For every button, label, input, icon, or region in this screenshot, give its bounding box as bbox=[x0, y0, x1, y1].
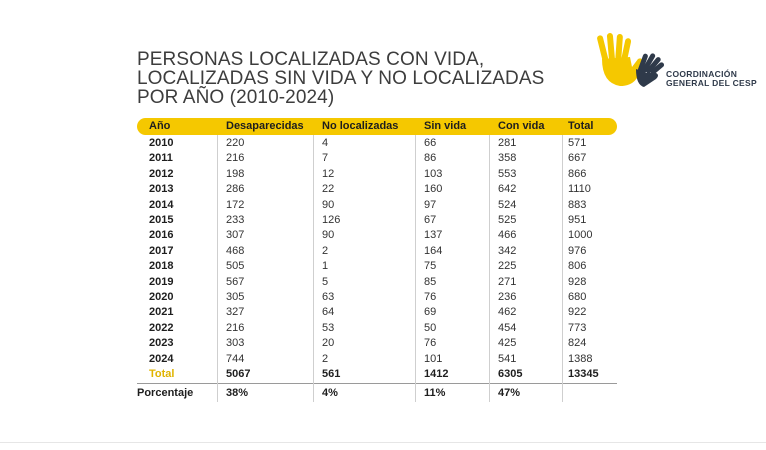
cell-no-localizadas: 4 bbox=[322, 137, 329, 149]
cell-year: 2021 bbox=[149, 306, 174, 319]
cell-year: 2012 bbox=[149, 167, 174, 180]
cell-no-localizadas: 1 bbox=[322, 260, 329, 273]
cell-desaparecidas: 303 bbox=[226, 337, 245, 350]
cell-desaparecidas: 172 bbox=[226, 198, 245, 211]
cell-year: 2020 bbox=[149, 291, 174, 303]
cell-con-vida: 425 bbox=[498, 337, 517, 350]
cell-con-vida: 525 bbox=[498, 214, 517, 226]
cell-no-localizadas: 22 bbox=[322, 183, 335, 196]
cell-year: 2014 bbox=[149, 198, 174, 211]
cell-sin-vida: 86 bbox=[424, 152, 437, 165]
cell-total: 571 bbox=[568, 137, 587, 149]
cell-total: 1000 bbox=[568, 229, 593, 242]
cell-no-localizadas: 12 bbox=[322, 167, 335, 180]
cell-desaparecidas: 505 bbox=[226, 260, 245, 273]
cell-total: 667 bbox=[568, 152, 587, 165]
cell-no-localizadas: 126 bbox=[322, 214, 341, 226]
header-total: Total bbox=[568, 120, 594, 132]
cell-total: 806 bbox=[568, 260, 587, 273]
page-title bbox=[137, 50, 557, 107]
cell-con-vida: 553 bbox=[498, 167, 517, 180]
total-divider bbox=[137, 383, 617, 384]
header-no-localizadas: No localizadas bbox=[322, 120, 399, 132]
column-separator bbox=[562, 135, 563, 402]
cell-sin-vida: 75 bbox=[424, 260, 437, 273]
cell-con-vida: 462 bbox=[498, 306, 517, 319]
cell-no-localizadas: 7 bbox=[322, 152, 329, 165]
cell-con-vida: 281 bbox=[498, 137, 517, 149]
logo-text bbox=[666, 70, 757, 88]
cell-year: 2018 bbox=[149, 260, 174, 273]
cell-total: 922 bbox=[568, 306, 587, 319]
cell-sin-vida: 50 bbox=[424, 321, 437, 334]
cell-sin-vida: 103 bbox=[424, 167, 443, 180]
total-sin-vida: 1412 bbox=[424, 368, 449, 380]
cell-total: 1388 bbox=[568, 352, 593, 365]
cell-sin-vida: 97 bbox=[424, 198, 437, 211]
cell-year: 2016 bbox=[149, 229, 174, 242]
total-con-vida: 6305 bbox=[498, 368, 523, 380]
cell-con-vida: 342 bbox=[498, 244, 517, 257]
column-separator bbox=[313, 135, 314, 402]
column-separator bbox=[217, 135, 218, 402]
cell-total: 773 bbox=[568, 321, 587, 334]
cell-sin-vida: 66 bbox=[424, 137, 437, 149]
title-line-1: PERSONAS LOCALIZADAS CON VIDA, bbox=[137, 49, 485, 70]
cell-sin-vida: 101 bbox=[424, 352, 443, 365]
cell-year: 2011 bbox=[149, 152, 173, 165]
header-sin-vida: Sin vida bbox=[424, 120, 467, 132]
cell-desaparecidas: 305 bbox=[226, 291, 245, 303]
cell-total: 824 bbox=[568, 337, 587, 350]
cell-total: 883 bbox=[568, 198, 587, 211]
total-desaparecidas: 5067 bbox=[226, 368, 251, 380]
cell-desaparecidas: 220 bbox=[226, 137, 245, 149]
cell-no-localizadas: 2 bbox=[322, 352, 329, 365]
cell-desaparecidas: 216 bbox=[226, 152, 245, 165]
percentage-con-vida: 47% bbox=[498, 387, 521, 400]
cell-desaparecidas: 744 bbox=[226, 352, 245, 365]
cell-sin-vida: 137 bbox=[424, 229, 443, 242]
cell-con-vida: 358 bbox=[498, 152, 517, 165]
cell-con-vida: 271 bbox=[498, 275, 517, 288]
cell-sin-vida: 76 bbox=[424, 337, 437, 350]
column-separator bbox=[489, 135, 490, 402]
bottom-divider bbox=[0, 442, 766, 443]
cell-sin-vida: 69 bbox=[424, 306, 437, 319]
cell-no-localizadas: 90 bbox=[322, 229, 335, 242]
cell-sin-vida: 164 bbox=[424, 244, 443, 257]
header-year: Año bbox=[149, 120, 171, 132]
cell-desaparecidas: 567 bbox=[226, 275, 245, 288]
cell-total: 680 bbox=[568, 291, 587, 303]
cell-no-localizadas: 20 bbox=[322, 337, 335, 350]
cell-sin-vida: 76 bbox=[424, 291, 437, 303]
cell-con-vida: 642 bbox=[498, 183, 517, 196]
logo bbox=[596, 33, 756, 93]
total-year: Total bbox=[149, 368, 175, 380]
cell-no-localizadas: 2 bbox=[322, 244, 329, 257]
cell-total: 1110 bbox=[568, 183, 591, 196]
percentage-no-localizadas: 4% bbox=[322, 387, 338, 400]
cell-no-localizadas: 90 bbox=[322, 198, 335, 211]
cell-year: 2013 bbox=[149, 183, 174, 196]
cell-total: 951 bbox=[568, 214, 587, 226]
cell-con-vida: 524 bbox=[498, 198, 517, 211]
cell-total: 976 bbox=[568, 244, 587, 257]
logo-text-line-1: COORDINACIÓN bbox=[666, 69, 738, 79]
cell-year: 2015 bbox=[149, 214, 174, 226]
hands-icon bbox=[596, 33, 666, 93]
total-no-localizadas: 561 bbox=[322, 368, 341, 380]
cell-desaparecidas: 233 bbox=[226, 214, 245, 226]
cell-desaparecidas: 286 bbox=[226, 183, 245, 196]
cell-con-vida: 541 bbox=[498, 352, 517, 365]
column-separator bbox=[415, 135, 416, 402]
cell-desaparecidas: 307 bbox=[226, 229, 245, 242]
cell-no-localizadas: 53 bbox=[322, 321, 335, 334]
logo-text-line-2: GENERAL DEL CESP bbox=[666, 78, 757, 88]
header-con-vida: Con vida bbox=[498, 120, 545, 132]
percentage-year: Porcentaje bbox=[137, 387, 194, 400]
cell-desaparecidas: 327 bbox=[226, 306, 245, 319]
cell-desaparecidas: 216 bbox=[226, 321, 245, 334]
cell-year: 2010 bbox=[149, 137, 174, 149]
total-total: 13345 bbox=[568, 368, 599, 380]
cell-con-vida: 454 bbox=[498, 321, 517, 334]
cell-no-localizadas: 64 bbox=[322, 306, 335, 319]
cell-con-vida: 225 bbox=[498, 260, 517, 273]
cell-total: 928 bbox=[568, 275, 587, 288]
cell-sin-vida: 67 bbox=[424, 214, 437, 226]
cell-sin-vida: 85 bbox=[424, 275, 437, 288]
cell-year: 2019 bbox=[149, 275, 174, 288]
cell-year: 2022 bbox=[149, 321, 174, 334]
cell-desaparecidas: 198 bbox=[226, 167, 245, 180]
title-line-2: LOCALIZADAS SIN VIDA Y NO LOCALIZADAS bbox=[137, 68, 545, 89]
cell-no-localizadas: 63 bbox=[322, 291, 335, 303]
cell-total: 866 bbox=[568, 167, 587, 180]
cell-con-vida: 466 bbox=[498, 229, 517, 242]
percentage-desaparecidas: 38% bbox=[226, 387, 249, 400]
cell-year: 2017 bbox=[149, 244, 174, 257]
header-desaparecidas: Desaparecidas bbox=[226, 120, 304, 132]
title-line-3: POR AÑO (2010-2024) bbox=[137, 87, 335, 108]
percentage-sin-vida: 11% bbox=[424, 387, 446, 400]
cell-no-localizadas: 5 bbox=[322, 275, 329, 288]
cell-year: 2023 bbox=[149, 337, 174, 350]
cell-desaparecidas: 468 bbox=[226, 244, 245, 257]
cell-sin-vida: 160 bbox=[424, 183, 443, 196]
cell-year: 2024 bbox=[149, 352, 174, 365]
cell-con-vida: 236 bbox=[498, 291, 517, 303]
